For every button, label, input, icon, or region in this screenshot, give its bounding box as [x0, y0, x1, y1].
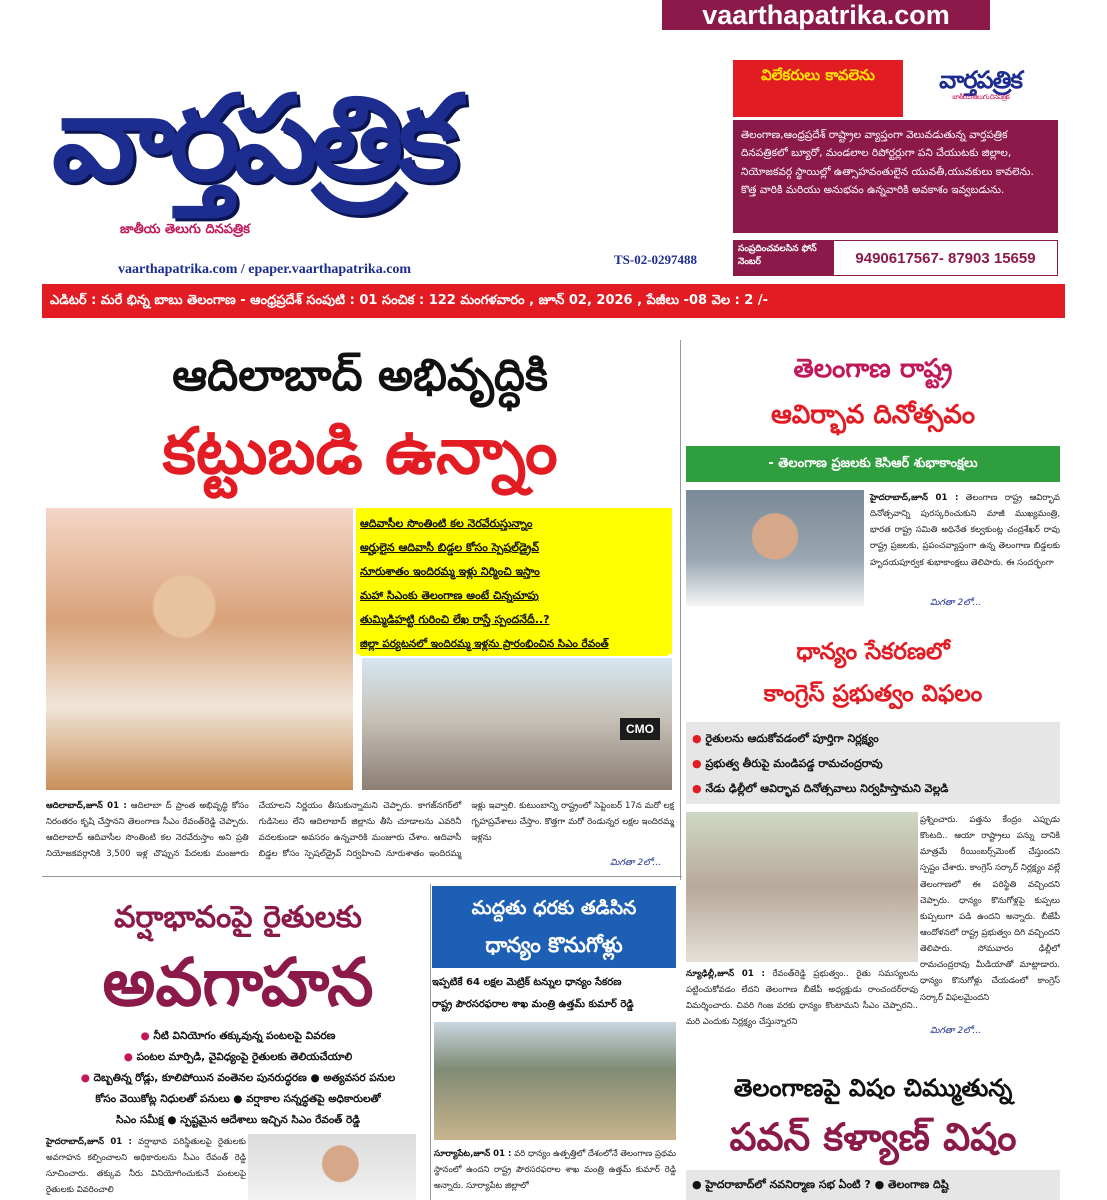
formation-photo [686, 490, 864, 606]
contact-label: సంప్రదించవలసిన ఫోన్ నెంబర్ [733, 240, 833, 276]
masthead-tagline: జాతీయ తెలుగు దినపత్రిక [120, 222, 250, 237]
grain-fail-headline-top[interactable]: ధాన్యం సేకరణలో [796, 639, 950, 665]
column-divider [680, 340, 681, 880]
lead-headline-top[interactable]: ఆదిలాబాద్ అభివృద్ధికి [172, 350, 548, 401]
drought-headline-main[interactable]: అవగాహన [102, 944, 374, 1021]
column-divider [430, 884, 431, 1200]
grain-buy-headline-main: ధాన్యం కొనుగోళ్లు [485, 933, 623, 957]
recruit-ad-body: తెలంగాణ,ఆంధ్రప్రదేశ్ రాష్ట్రాల వ్యాప్తంగా వెలువడుతున్న వార్తపత్రిక దినపత్రికలో బ్యూరో, మండలాల రిపోర్టర్లుగా పని చేయుటకు జిల్లాల, నియోజకవర్గ స్థాయిల్లో ఉత్సాహవంతులైన యువతీ,యువకులు కావలెను. కొత్త వారికి మరియు అనుభవం ఉన్నవారికి అవకాశం ఇవ్వబడును. [733, 120, 1058, 233]
grain-fail-bullet: ● ప్రభుత్వ తీరుపై మండిపడ్డ రామచంద్రరావు [692, 757, 883, 770]
lead-photo-speaker [46, 508, 353, 790]
formation-headline-main[interactable]: ఆవిర్భావ దినోత్సవం [770, 400, 976, 430]
drought-dateline: హైదరాబాద్,జూన్ 01 : [46, 1137, 132, 1147]
lead-kicker: జిల్లా పర్యటనలో ఇందిరమ్మ ఇళ్లను ప్రారంభించిన సిఎం రేవంత్ [360, 632, 668, 656]
bullet-dot-icon: ● [692, 782, 706, 795]
grain-fail-dateline: న్యూఢిల్లీ,జూన్ 01 : [686, 969, 765, 979]
drought-body-text [46, 1134, 246, 1200]
lead-body: ఆదిలాబా ద్ ప్రాంత అభివృద్ధి కోసం నిరంతరం కృషి చేస్తానని తెలంగాణ సీఎం రేవంత్‌రెడ్డి చెప్పారు. ఆదిలాబాద్ ఆదివాసీల సొంతింటి కల నెరవేరుస్తాం అని ప్రతి నియోజకవర్గానికి 3,500 ఇళ్ల చొప్పున పేదలకు మంజూరు చేయాలని నిర్ణయం తీసుకున్నామని చెప్పారు. కాగజ్‌నగర్‌లో గుడిసెలు లేని ఆదిలాబాద్ జిల్లాను తీసి చూడాలను ఎవరినీ వదలకుండా అవసరం ఉన్నవారికి మంజూరు చేశాం. ఆదివాసీ బిడ్డల కోసం స్పెషల్‌డ్రైవ్ నిర్వహించి నూరుశాతం ఇందిరమ్మ ఇళ్లు ఇవ్వాలి. కుటుంబాన్ని రాష్ట్రంలో సెప్టెంబర్ 17న మరో లక్ష గృహప్రవేశాలు చేస్తాం. కొత్తగా మరో రెండున్నర లక్షల ఇందిరమ్మ ఇళ్లను [46, 801, 674, 860]
grain-buy-subheads [432, 972, 676, 1018]
grain-buy-subhead: రాష్ట్ర పౌరసరఫరాల శాఖ మంత్రి ఉత్తమ్ కుమార్ రెడ్డి [432, 999, 634, 1010]
pawan-headline-main[interactable]: పవన్ కళ్యాణ్ విషం [729, 1115, 1017, 1159]
drought-bullet: ● నీటి వినియోగం తక్కువున్న పంటలపై వివరణ [140, 1030, 336, 1042]
grain-fail-photo [686, 812, 918, 962]
grain-fail-continued-link[interactable]: మిగతా 2లో... [930, 1026, 982, 1036]
drought-bullet: ● దెబ్బతిన్న రోడ్లు, కూలిపోయిన వంతెనల పునరుద్ధరణ ● అత్యవసర పనుల [80, 1072, 396, 1084]
recruit-ad-headline: విలేకరులు కావలెను [733, 60, 903, 117]
grain-fail-side-text: ప్రశ్నించారు. పత్తను కేంద్రం ఎప్పుడు కొంటది.. ఆయా రాష్ట్రాలు పన్ను దానికి మాత్రమే రీయింబర్స్‌మెంట్ చేస్తుందని స్పష్టం చేశారు. కాంగ్రెస్ సర్కార్ నిర్లక్ష్యం వల్లే తెలంగాణలో ఈ పరిస్థితి వచ్చిందని చెప్పారు. ధాన్యం కొనుగోళ్లపై కుప్పలు కుప్పలుగా పడి ఉందని అన్నారు. బీజేపీ ఆందోళనలో రాష్ట్ర ప్రభుత్వం దిగి వచ్చిందని తెలిపారు. సోమవారం ఢిల్లీలో రామచంద్రరావు మీడియాతో మాట్లాడారు. ధాన్యం కొనుగోళ్లు చేయడంలో కాంగ్రెస్ సర్కార్ విఫలమైందని [920, 815, 1060, 1003]
grain-buy-body-text [434, 1146, 676, 1200]
drought-bullet: కోసం వెయికోట్ల నిధులతో పనులు ● వర్షాకాల సన్నద్ధతపై అధికారులతో [95, 1093, 381, 1105]
lead-kicker: ఆదివాసీల సొంతింటి కల నెరవేరుస్తున్నాం [360, 517, 533, 530]
formation-headline-top[interactable]: తెలంగాణ రాష్ట్ర [793, 354, 953, 384]
contact-phone-numbers[interactable]: 9490617567- 87903 15659 [833, 240, 1058, 276]
masthead-logo: వార్తపత్రిక [52, 69, 454, 207]
grain-fail-body: రేవంత్‌రెడ్డి ప్రభుత్వం.. రైతు సమస్యలను పట్టించుకోవడం లేదని తెలంగాణ బీజేపీ అధ్యక్షుడు రాంచందర్‌రావు విమర్శించారు. చివరి గింజ వరకు ధాన్యం కొంటామని సీఎం చెప్పారని.. మరి ఎందుకు నిర్లక్ష్యం చేస్తున్నారని [686, 969, 918, 1028]
bullet-dot-icon: ● [692, 757, 706, 770]
bullet-dot-icon: ● [692, 732, 706, 745]
recruit-ad-logo-text: వార్తపత్రిక [939, 66, 1022, 94]
grain-fail-bullet: ● నేడు ఢిల్లీలో ఆవిర్భావ దినోత్సవాలు నిర్వహిస్తామని వెల్లడి [692, 782, 949, 795]
lead-kicker: అర్హులైన ఆదివాసీ బిడ్డల కోసం స్పెషల్‌డ్రైవ్ [360, 541, 540, 554]
grain-fail-bullet: ● రైతులను ఆదుకోవడంలో పూర్తిగా నిర్లక్ష్యం [692, 732, 879, 745]
lead-dateline: ఆదిలాబాద్,జూన్ 01 : [46, 801, 127, 811]
formation-body: తెలంగాణ రాష్ట్ర ఆవిర్భావ దినోత్సవాన్ని పురస్కరించుకుని మాజీ ముఖ్యమంత్రి, భారత రాష్ట్ర సమితి అధినేత కల్వకుంట్ల చంద్రశేఖర్ రావు రాష్ట్ర ప్రజలకు, ప్రపంచవ్యాప్తంగా ఉన్న తెలంగాణ బిడ్డలకు హృదయపూర్వక శుభాకాంక్షలు తెలిపారు. ఈ సందర్భంగా [870, 493, 1060, 568]
grain-buy-dateline: సూర్యాపేట,జూన్ 01 : [434, 1149, 512, 1159]
site-url-tag[interactable]: vaarthapatrika.com [662, 0, 990, 30]
grain-fail-headline-main[interactable]: కాంగ్రెస్ ప్రభుత్వం విఫలం [763, 681, 983, 707]
formation-subhead: - తెలంగాణ ప్రజలకు కెసిఆర్ శుభాకాంక్షలు [686, 446, 1060, 482]
bullet-dot-icon: ● [123, 1051, 137, 1063]
drought-headline-top[interactable]: వర్షాభావంపై రైతులకు [114, 900, 362, 935]
registration-number: TS-02-0297488 [614, 252, 698, 267]
lead-body-text [46, 798, 674, 864]
lead-headline-main[interactable]: కట్టుబడి ఉన్నాం [162, 415, 558, 489]
photo-badge-cmo: CMO [620, 718, 660, 740]
grain-buy-subhead: ఇప్పటికే 64 లక్షల మెట్రిక్ టన్నుల ధాన్యం సేకరణ [432, 977, 622, 988]
drought-bullets [46, 1026, 430, 1128]
grain-buy-photo [434, 1022, 676, 1140]
recruit-ad-logo [903, 60, 1058, 117]
bullet-dot-icon: ● [140, 1030, 154, 1042]
grain-buy-headline-top: మద్దతు ధరకు తడిసిన [471, 897, 637, 919]
pawan-bullet-bar: ● హైదరాబాద్‌లో నవనిర్మాణ సభ ఏంటి ? ● తెలంగాణ దిష్టి [686, 1170, 1060, 1200]
formation-continued-link[interactable]: మిగతా 2లో... [930, 598, 982, 608]
drought-bullet: సిఎం సమీక్ష ● స్పష్టమైన ఆదేశాలు ఇచ్చిన సిఎం రేవంత్ రెడ్డి [116, 1114, 360, 1126]
lead-kicker: తుమ్మిడిహట్టి గురించి లేఖ రాస్తే స్పందనేదీ..? [360, 613, 550, 626]
drought-body: వర్షాభావ పరిస్థితులపై రైతులకు అవగాహన కల్పించాలని అధికారులను సీఎం రేవంత్ రెడ్డి సూచించారు. తక్కువ నీరు వినియోగించుకునే పంటలపై రైతులకు వివరించాలి [46, 1137, 246, 1196]
lead-continued-link[interactable]: మిగతా 2లో... [610, 858, 662, 868]
lead-kicker-box [356, 508, 672, 654]
grain-fail-body-text [686, 966, 918, 1028]
masthead-urls[interactable]: vaarthapatrika.com / epaper.vaarthapatrika.com [118, 262, 412, 277]
edition-info-bar: ఎడిటర్ : మరే భిన్న బాబు తెలంగాణ - ఆంధ్రప్రదేశ్ సంపుటి : 01 సంచిక : 122 మంగళవారం , జూన్ 02, 2026 , పేజీలు -08 వెల : 2 /- [42, 284, 1065, 318]
grain-fail-bullets [686, 722, 1060, 804]
drought-bullet: ● పంటల మార్పిడి, వైవిధ్యంపై రైతులకు తెలియచేయాలి [123, 1051, 353, 1063]
formation-dateline: హైదరాబాద్,జూన్ 01 : [870, 493, 959, 503]
grain-buy-body: వరి ధాన్యం ఉత్పత్తిలో దేశంలోనే తెలంగాణ ప్రథమ స్థానంలో ఉందని రాష్ట్ర పౌరసరఫరాల శాఖ మంత్రి ఉత్తమ్ కుమార్ రెడ్డి అన్నారు. సూర్యాపేట జిల్లాలో [434, 1149, 676, 1192]
lead-kicker: నూరుశాతం ఇందిరమ్మ ఇళ్లు నిర్మించి ఇస్తాం [360, 565, 540, 578]
row-divider [42, 876, 682, 877]
drought-photo [248, 1134, 416, 1200]
grain-buy-headline-box[interactable] [432, 886, 676, 968]
recruit-ad-logo-tag: జాతీయ తెలుగు దినపత్రిక [952, 93, 1009, 101]
pawan-headline-top[interactable]: తెలంగాణపై విషం చిమ్ముతున్న [733, 1074, 1013, 1102]
bullet-dot-icon: ● [80, 1072, 94, 1084]
formation-body-text [870, 490, 1060, 592]
lead-kicker: మహా సిఎంకు తెలంగాణ అంటే చిన్నచూపు [360, 589, 539, 602]
